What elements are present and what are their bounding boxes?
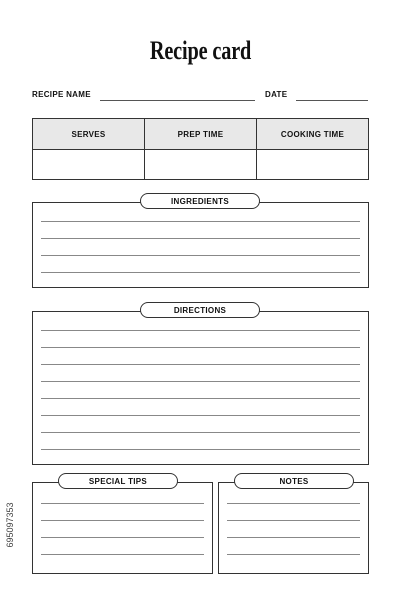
card-title: Recipe card [149, 36, 252, 65]
special-tips-line [41, 537, 204, 538]
directions-line [41, 398, 360, 399]
ingredients-heading: INGREDIENTS [140, 193, 260, 209]
prep-time-cell[interactable] [145, 150, 256, 179]
special-tips-heading: SPECIAL TIPS [58, 473, 178, 489]
prep-time-column [145, 119, 257, 179]
directions-line [41, 415, 360, 416]
prep-time-header: PREP TIME [145, 119, 256, 150]
special-tips-box[interactable] [32, 482, 213, 574]
directions-line [41, 449, 360, 450]
directions-line [41, 432, 360, 433]
ingredients-box[interactable] [32, 202, 369, 288]
notes-box[interactable] [218, 482, 369, 574]
recipe-name-label: RECIPE NAME [32, 90, 91, 99]
directions-line [41, 330, 360, 331]
ingredients-line [41, 272, 360, 273]
ingredients-line [41, 238, 360, 239]
serves-column [33, 119, 145, 179]
cooking-time-cell[interactable] [257, 150, 368, 179]
notes-heading: NOTES [234, 473, 354, 489]
directions-heading: DIRECTIONS [140, 302, 260, 318]
notes-line [227, 537, 360, 538]
cooking-time-column [257, 119, 368, 179]
notes-line [227, 503, 360, 504]
recipe-name-field[interactable] [100, 100, 255, 101]
directions-line [41, 364, 360, 365]
directions-line [41, 381, 360, 382]
ingredients-line [41, 255, 360, 256]
ingredients-line [41, 221, 360, 222]
notes-line [227, 554, 360, 555]
notes-line [227, 520, 360, 521]
directions-line [41, 347, 360, 348]
date-label: DATE [265, 90, 288, 99]
cooking-time-header: COOKING TIME [257, 119, 368, 150]
directions-box[interactable] [32, 311, 369, 465]
serves-header: SERVES [33, 119, 144, 150]
stock-id: 695097353 [5, 502, 15, 548]
serves-cell[interactable] [33, 150, 144, 179]
special-tips-line [41, 520, 204, 521]
date-field[interactable] [296, 100, 368, 101]
special-tips-line [41, 554, 204, 555]
special-tips-line [41, 503, 204, 504]
info-table [32, 118, 369, 180]
